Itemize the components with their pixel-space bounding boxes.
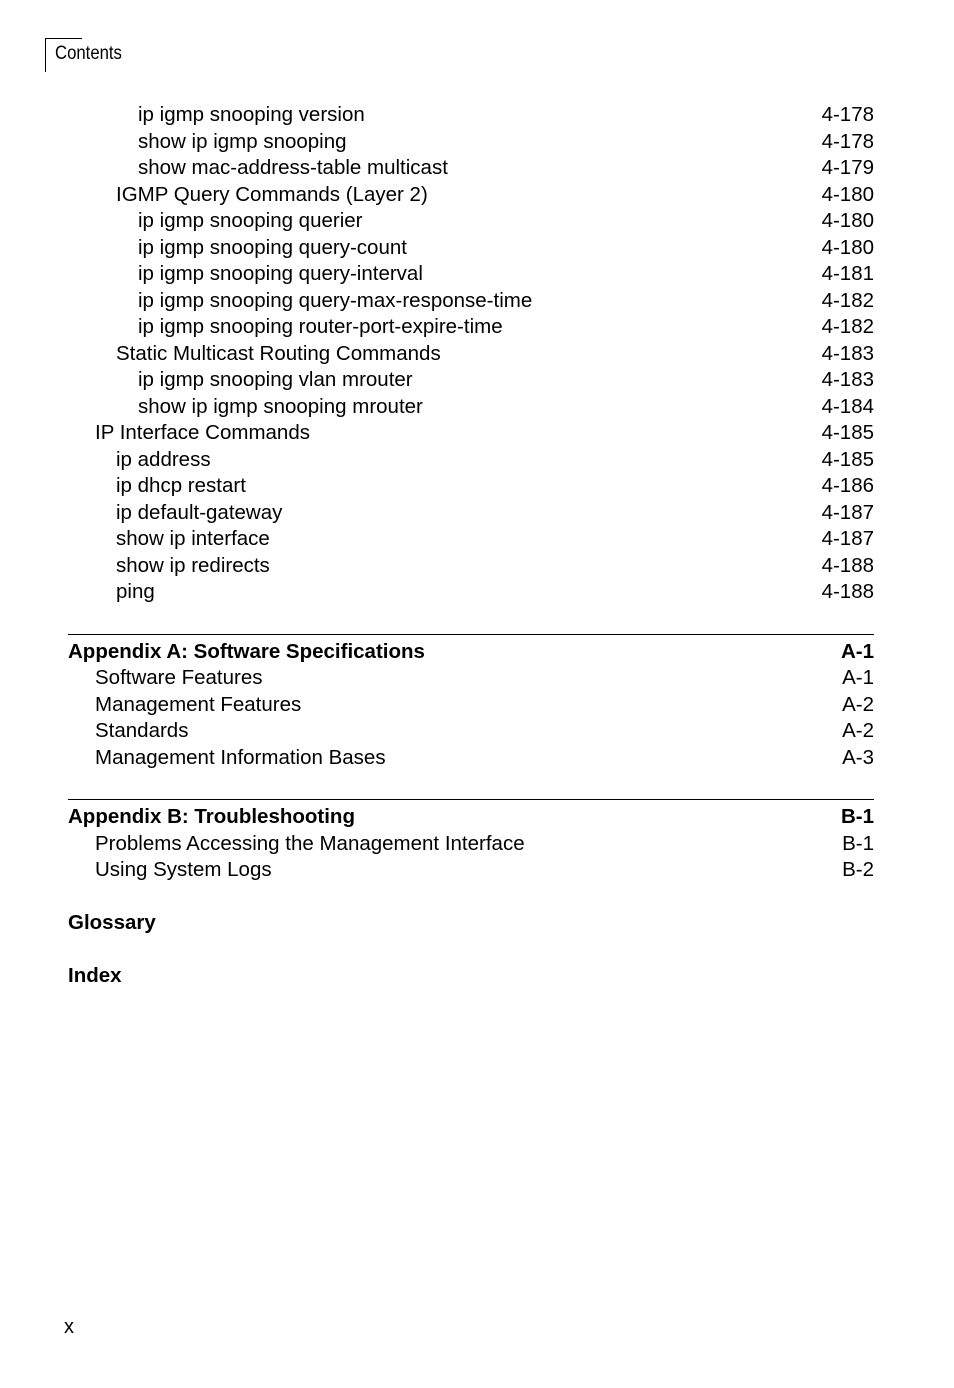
toc-entry-title: show ip igmp snooping mrouter [138,394,423,418]
toc-entry[interactable] [68,473,874,500]
toc-entry-page: 4-180 [821,235,874,259]
toc-entry-page: 4-183 [821,341,874,365]
toc-entry-title: ip igmp snooping querier [138,209,363,232]
toc-entry-title: show mac-address-table multicast [138,156,448,179]
toc-entry-page: 4-186 [821,474,874,497]
toc-heading-page: B-1 [840,805,874,828]
toc-entry[interactable] [68,288,874,315]
toc-entry[interactable] [68,831,874,858]
running-head-rule [46,38,82,39]
toc-entry[interactable] [68,208,874,235]
page-number: x [64,1316,74,1338]
toc-entry[interactable] [68,341,874,368]
toc-entry[interactable] [68,447,874,474]
toc-entry-title: ip igmp snooping query-count [138,235,407,259]
toc-entry-page: A-1 [842,666,874,689]
toc-heading-index[interactable] [68,963,874,990]
toc-chapter-entries [68,102,874,606]
toc-entry-title: show ip redirects [116,553,270,577]
toc-entry[interactable] [68,261,874,288]
toc-entry-page: 4-180 [821,209,874,232]
toc-entry-page: 4-187 [821,500,874,524]
toc-heading-title: Index [68,964,122,987]
toc-entry[interactable] [68,420,874,447]
toc-entry[interactable] [68,745,874,772]
toc-entry-title: ip igmp snooping vlan mrouter [138,368,413,391]
toc-entry-page: 4-185 [821,447,874,471]
toc-heading-page: A-1 [840,639,874,663]
toc-entry-page: 4-182 [821,288,874,312]
toc-entry-page: 4-188 [821,580,874,603]
toc-appendix-a [68,634,874,772]
toc-entry-title: Software Features [95,666,263,689]
toc-entry-title: ping [116,580,155,603]
toc-entry-page: 4-181 [821,262,874,285]
toc-entry[interactable] [68,692,874,719]
toc-entry[interactable] [68,314,874,341]
toc-entry-title: IP Interface Commands [95,421,310,444]
toc-entry-title: Static Multicast Routing Commands [116,341,441,365]
toc-entry[interactable] [68,367,874,394]
toc-entry-title: IGMP Query Commands (Layer 2) [116,182,428,206]
toc-heading-title: Appendix B: Troubleshooting [68,805,355,828]
toc-entry[interactable] [68,155,874,182]
toc-entry[interactable] [68,235,874,262]
toc-entry[interactable] [68,526,874,553]
toc-entry-page: 4-178 [821,103,874,126]
toc-entry[interactable] [68,102,874,129]
toc-entry-title: Standards [95,719,189,742]
toc-entry-page: 4-182 [821,315,874,338]
toc-entry-page: A-3 [842,745,874,769]
toc-entry-title: ip default-gateway [116,500,283,524]
toc-entry-title: show ip igmp snooping [138,129,347,153]
toc-entry[interactable] [68,394,874,421]
toc-entry[interactable] [68,665,874,692]
toc-entry-page: A-2 [842,692,874,716]
table-of-contents [68,102,874,990]
toc-entry-title: ip igmp snooping query-interval [138,262,423,285]
toc-entry-title: ip dhcp restart [116,474,246,497]
toc-entry-title: Management Features [95,692,302,716]
toc-entry-title: Using System Logs [95,858,272,881]
toc-entry-title: ip igmp snooping router-port-expire-time [138,315,503,338]
toc-heading-title: Glossary [68,911,156,934]
toc-entry-title: ip address [116,447,211,471]
toc-entry-page: 4-184 [821,394,874,418]
toc-entry[interactable] [68,857,874,884]
toc-entry-page: 4-185 [821,421,874,444]
toc-entry-title: Problems Accessing the Management Interface [95,831,525,855]
toc-entry-title: Management Information Bases [95,745,386,769]
toc-entry-page: 4-179 [821,156,874,179]
toc-entry-page: 4-183 [821,368,874,391]
toc-entry-title: ip igmp snooping version [138,103,365,126]
toc-entry-page: A-2 [842,719,874,742]
running-head [45,38,122,72]
toc-entry[interactable] [68,718,874,745]
toc-entry-page: B-2 [842,858,874,881]
toc-entry-page: B-1 [842,831,874,855]
toc-entry[interactable] [68,129,874,156]
running-head-title: Contents [55,43,122,64]
toc-heading-appendix-b[interactable] [68,804,874,831]
toc-appendix-b [68,799,874,884]
toc-entry[interactable] [68,579,874,606]
toc-heading-appendix-a[interactable] [68,639,874,666]
toc-heading-glossary[interactable] [68,910,874,937]
toc-entry-page: 4-187 [821,527,874,550]
toc-entry-page: 4-188 [821,553,874,577]
toc-entry[interactable] [68,182,874,209]
toc-entry[interactable] [68,500,874,527]
toc-entry[interactable] [68,553,874,580]
toc-entry-title: show ip interface [116,527,270,550]
toc-entry-page: 4-178 [821,129,874,153]
toc-entry-title: ip igmp snooping query-max-response-time [138,288,533,312]
toc-heading-title: Appendix A: Software Specifications [68,639,425,663]
toc-entry-page: 4-180 [821,182,874,206]
